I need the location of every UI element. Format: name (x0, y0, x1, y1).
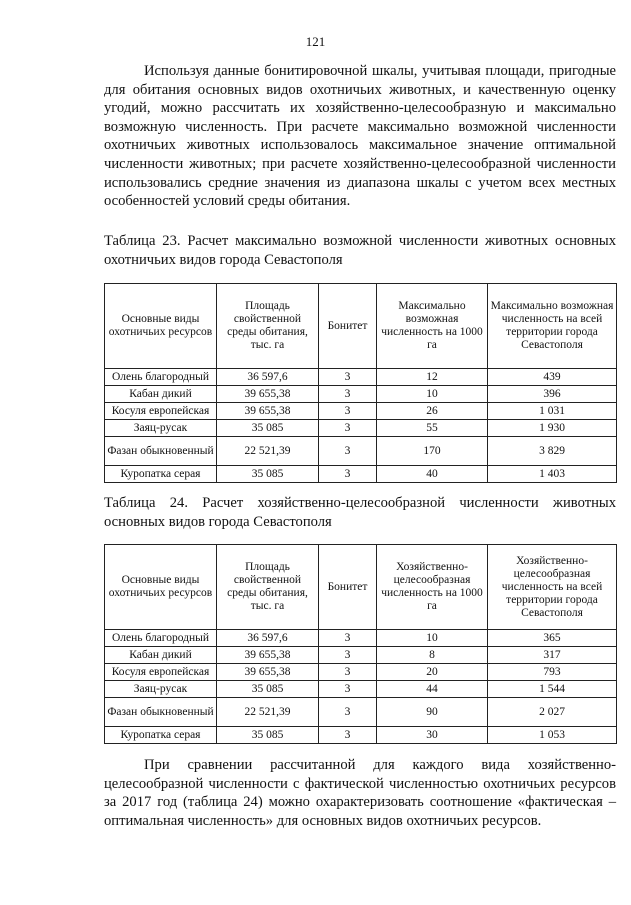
area-cell: 22 521,39 (217, 698, 319, 727)
species-cell: Заяц-русак (105, 420, 217, 437)
density-cell: 20 (377, 664, 488, 681)
column-header: Максимально возможная численность на 1000 га (377, 284, 488, 369)
density-cell: 8 (377, 647, 488, 664)
density-cell: 10 (377, 386, 488, 403)
species-cell: Кабан дикий (105, 647, 217, 664)
total-cell: 439 (488, 369, 617, 386)
area-cell: 39 655,38 (217, 647, 319, 664)
species-cell: Косуля европейская (105, 664, 217, 681)
density-cell: 170 (377, 437, 488, 466)
total-cell: 396 (488, 386, 617, 403)
density-cell: 40 (377, 466, 488, 483)
column-header: Бонитет (319, 545, 377, 630)
species-cell: Олень благородный (105, 369, 217, 386)
total-cell: 1 930 (488, 420, 617, 437)
column-header: Площадь свойственной среды обитания, тыс. га (217, 545, 319, 630)
table-row (105, 420, 617, 437)
area-cell: 35 085 (217, 727, 319, 744)
table-row (105, 630, 617, 647)
bonitet-cell: 3 (319, 466, 377, 483)
bonitet-cell: 3 (319, 369, 377, 386)
bonitet-cell: 3 (319, 403, 377, 420)
bonitet-cell: 3 (319, 664, 377, 681)
table-row (105, 369, 617, 386)
area-cell: 35 085 (217, 681, 319, 698)
density-cell: 10 (377, 630, 488, 647)
total-cell: 2 027 (488, 698, 617, 727)
table-header-row (105, 284, 617, 369)
column-header: Максимально возможная численность на всей территории города Севастополя (488, 284, 617, 369)
table-24-caption: Таблица 24. Расчет хозяйственно-целесообразной численности животных основных видов города Севастополя (104, 495, 616, 530)
column-header: Бонитет (319, 284, 377, 369)
density-cell: 44 (377, 681, 488, 698)
table-row (105, 698, 617, 727)
total-cell: 365 (488, 630, 617, 647)
area-cell: 35 085 (217, 466, 319, 483)
total-cell: 793 (488, 664, 617, 681)
table-row (105, 403, 617, 420)
conclusion-paragraph: При сравнении рассчитанной для каждого вида хозяйственно-целесообразной численности с фактической численностью охотничьих ресурсов за 2017 год (таблица 24) можно охарактеризовать соотношение «фактическая – оптимальная численность» для основных видов охотничьих ресурсов. (104, 757, 616, 829)
table-header-row (105, 545, 617, 630)
column-header: Хозяйственно-целесообразная численность на 1000 га (377, 545, 488, 630)
table-row (105, 466, 617, 483)
bonitet-cell: 3 (319, 698, 377, 727)
area-cell: 36 597,6 (217, 630, 319, 647)
table-23-caption: Таблица 23. Расчет максимально возможной численности животных основных охотничьих видов города Севастополя (104, 233, 616, 268)
area-cell: 22 521,39 (217, 437, 319, 466)
area-cell: 39 655,38 (217, 386, 319, 403)
total-cell: 1 031 (488, 403, 617, 420)
bonitet-cell: 3 (319, 386, 377, 403)
table-row (105, 437, 617, 466)
area-cell: 39 655,38 (217, 664, 319, 681)
table-row (105, 664, 617, 681)
bonitet-cell: 3 (319, 630, 377, 647)
bonitet-cell: 3 (319, 420, 377, 437)
density-cell: 55 (377, 420, 488, 437)
page-number: 121 (305, 34, 326, 49)
column-header: Хозяйственно-целесообразная численность на всей территории города Севастополя (488, 545, 617, 630)
bonitet-cell: 3 (319, 647, 377, 664)
area-cell: 35 085 (217, 420, 319, 437)
species-cell: Заяц-русак (105, 681, 217, 698)
species-cell: Фазан обыкновенный (105, 698, 217, 727)
species-cell: Олень благородный (105, 630, 217, 647)
bonitet-cell: 3 (319, 437, 377, 466)
total-cell: 1 544 (488, 681, 617, 698)
density-cell: 26 (377, 403, 488, 420)
table-24 (104, 544, 617, 744)
density-cell: 90 (377, 698, 488, 727)
table-23 (104, 283, 617, 483)
bonitet-cell: 3 (319, 727, 377, 744)
area-cell: 36 597,6 (217, 369, 319, 386)
bonitet-cell: 3 (319, 681, 377, 698)
total-cell: 317 (488, 647, 617, 664)
intro-paragraph: Используя данные бонитировочной шкалы, учитывая площади, пригодные для обитания основных видов охотничьих животных, и качественную оценку угодий, можно рассчитать их хозяйственно-целесообразную и максимально возможную численность. При расчете максимально возможной численности охотничьих животных использовалось максимальное значение оптимальной численности животных; при расчете хозяйственно-целесообразной численности использовались средние значения из диапазона шкалы с учетом всех местных особенностей условий среды обитания. (104, 63, 616, 210)
density-cell: 12 (377, 369, 488, 386)
density-cell: 30 (377, 727, 488, 744)
total-cell: 1 053 (488, 727, 617, 744)
species-cell: Куропатка серая (105, 727, 217, 744)
table-row (105, 386, 617, 403)
table-row (105, 727, 617, 744)
species-cell: Фазан обыкновенный (105, 437, 217, 466)
area-cell: 39 655,38 (217, 403, 319, 420)
species-cell: Куропатка серая (105, 466, 217, 483)
species-cell: Косуля европейская (105, 403, 217, 420)
table-row (105, 647, 617, 664)
total-cell: 1 403 (488, 466, 617, 483)
total-cell: 3 829 (488, 437, 617, 466)
column-header: Площадь свойственной среды обитания, тыс. га (217, 284, 319, 369)
column-header: Основные виды охотничьих ресурсов (105, 545, 217, 630)
species-cell: Кабан дикий (105, 386, 217, 403)
column-header: Основные виды охотничьих ресурсов (105, 284, 217, 369)
table-row (105, 681, 617, 698)
